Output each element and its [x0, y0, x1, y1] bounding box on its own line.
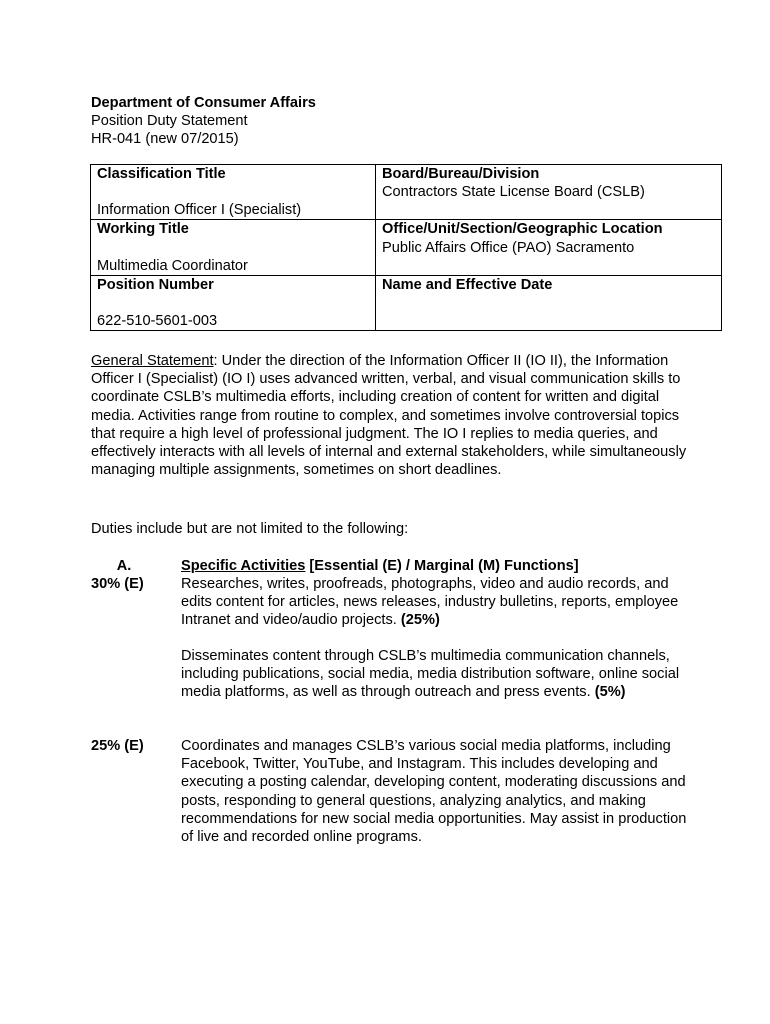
classification-value: Information Officer I (Specialist): [97, 202, 302, 219]
board-cell: [376, 165, 722, 220]
general-statement-label: General Statement: [91, 353, 214, 369]
activity-text: Disseminates content through CSLB’s multimedia communication channels, including publications, social media, media distribution software, online social media platforms, as well as through outreach and press events. (5%): [181, 648, 680, 701]
working-title-cell: [91, 220, 376, 275]
activities-heading-rest: [Essential (E) / Marginal (M) Functions]: [305, 558, 579, 574]
board-value: Contractors State License Board (CSLB): [382, 184, 645, 201]
office-label: Office/Unit/Section/Geographic Location: [382, 221, 663, 238]
department-name: Department of Consumer Affairs: [91, 95, 316, 111]
activities-heading-underlined: Specific Activities: [181, 558, 306, 574]
working-title-value: Multimedia Coordinator: [97, 257, 248, 274]
activity-sub-percent: (25%): [400, 612, 440, 629]
section-letter: A.: [116, 558, 132, 574]
activity-sub-percent: (5%): [594, 684, 626, 701]
working-title-label: Working Title: [97, 221, 189, 238]
board-label: Board/Bureau/Division: [382, 166, 540, 182]
activity-percent: 30% (E): [91, 576, 144, 592]
duties-intro: Duties include but are not limited to the following:: [91, 521, 409, 537]
position-number-value: 622-510-5601-003: [97, 313, 218, 330]
activities-heading: [181, 557, 691, 575]
office-cell: [376, 220, 722, 275]
position-number-cell: [91, 275, 376, 330]
position-info-table: [90, 164, 722, 331]
document-title: Position Duty Statement: [91, 113, 248, 130]
activity-text: Coordinates and manages CSLB’s various social media platforms, including Facebook, Twitter, YouTube, and Instagram. This includes developing and executing a posting calendar, developing content, moderating discussions and posts, responding to general questions, analyzing analytics, and making recommendations for new social media opportunities. May assist in production of live and recorded online programs.: [181, 738, 687, 846]
general-statement: [91, 352, 691, 479]
classification-label: Classification Title: [97, 166, 226, 182]
document-header: [91, 94, 316, 149]
general-statement-text: : Under the direction of the Information Officer II (IO II), the Information Officer I (Specialist) (IO I) uses advanced written, verbal, and visual communication skills to coordinate CSLB’s multimedia efforts, including creation of content for written and digital media. Activities range from routine to complex, and sometimes involve controversial topics that require a high level of professional judgment. The IO I replies to media queries, and effectively interacts with all levels of internal and external stakeholders, while simultaneously managing multiple assignments, sometimes on short deadlines.: [91, 353, 687, 479]
classification-cell: [91, 165, 376, 220]
form-number: HR-041 (new 07/2015): [91, 131, 239, 148]
name-date-label: Name and Effective Date: [382, 276, 553, 293]
name-date-cell[interactable]: [376, 275, 722, 330]
office-value: Public Affairs Office (PAO) Sacramento: [382, 239, 635, 256]
position-number-label: Position Number: [97, 276, 214, 293]
activity-percent: 25% (E): [91, 738, 144, 754]
activity-text: Researches, writes, proofreads, photographs, video and audio records, and edits content for articles, news releases, industry bulletins, reports, employee Intranet and video/audio projects. (25%): [181, 576, 679, 629]
